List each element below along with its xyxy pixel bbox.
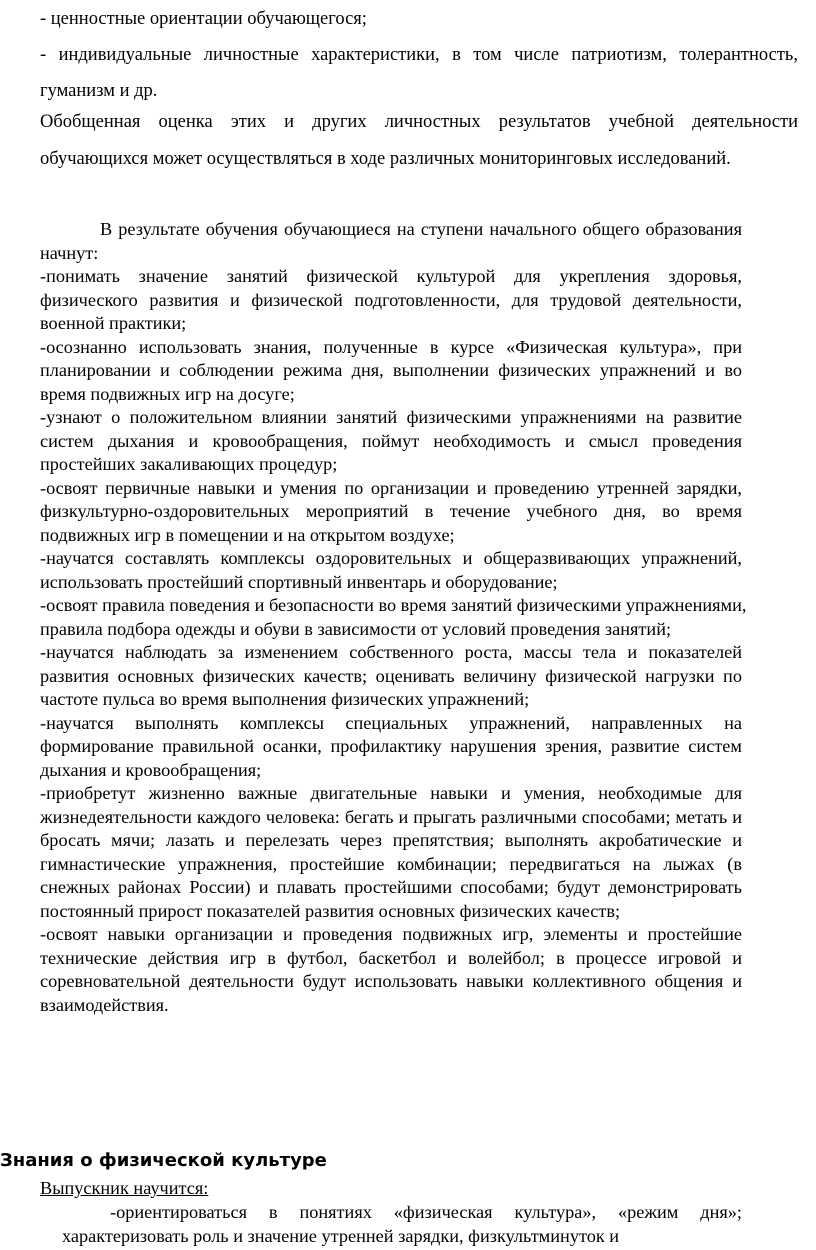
- result-item: -освоят первичные навыки и умения по организации и проведению утренней зарядки, физкультурно-оздоровительных мероприятий в течение учебного дня, во время подвижных игр в помещении и на открытом воздухе;: [40, 477, 742, 545]
- result-item: -освоят правила поведения и безопасности во время занятий физическими упражнениями,: [40, 595, 747, 615]
- result-item: -узнают о положительном влиянии занятий физическими упражнениями на развитие систем дыхания и кровообращения, поймут необходимость и смысл проведения простейших закаливающих процедур;: [40, 407, 742, 474]
- intro-line-3: Обобщенная оценка этих и других личностных результатов учебной деятельности обучающихся может осуществляться в ходе различных мониторинговых исследований.: [40, 112, 798, 169]
- section-subtitle: Выпускник научится:: [40, 1178, 209, 1198]
- result-item: правила подбора одежды и обуви в зависимости от условий проведения занятий;: [40, 618, 672, 639]
- result-item: -освоят навыки организации и проведения подвижных игр, элементы и простейшие технические действия игр в футбол, баскетбол и волейбол; в процессе игровой и соревновательной деятельности будут использовать навыки коллективного общения и взаимодействия.: [40, 924, 742, 1015]
- result-item: -научатся выполнять комплексы специальных упражнений, направленных на формирование правильной осанки, профилактику нарушения зрения, развитие систем дыхания и кровообращения;: [40, 712, 742, 780]
- intro-line-2: - индивидуальные личностные характеристики, в том числе патриотизм, толерантность, гуманизм и др.: [40, 45, 798, 101]
- result-item: -понимать значение занятий физической культурой для укрепления здоровья, физического развития и физической подготовленности, для трудовой деятельности, военной практики;: [40, 266, 742, 333]
- result-item: -научатся составлять комплексы оздоровительных и общеразвивающих упражнений, использовать простейший спортивный инвентарь и оборудование;: [40, 548, 742, 592]
- result-item: -приобретут жизненно важные двигательные навыки и умения, необходимые для жизнедеятельности каждого человека: бегать и прыгать различными способами; метать и бросать мячи; лазать и перелезать через препятствия; выполнять акробатические и гимнастические упражнения, простейшие комбинации; передвигаться на лыжах (в снежных районах России) и плавать простейшими способами; будут демонстрировать постоянный прирост показателей развития основных физических качеств;: [40, 783, 742, 921]
- results-lead: В результате обучения обучающиеся на ступени начального общего образования начнут:: [40, 219, 742, 263]
- result-item: -научатся наблюдать за изменением собственного роста, массы тела и показателей развития основных физических качеств; оценивать величину физической нагрузки по частоте пульса во время выполнения физических упражнений;: [40, 642, 742, 709]
- section-text: -ориентироваться в понятиях «физическая культура», «режим дня»; характеризовать роль и значение утренней зарядки, физкультминуток и: [62, 1202, 742, 1246]
- intro-line-1: - ценностные ориентации обучающегося;: [40, 9, 367, 29]
- section-title: Знания о физической культуре: [0, 1150, 327, 1171]
- result-item: -осознанно использовать знания, полученные в курсе «Физическая культура», при планировании и соблюдении режима дня, выполнении физических упражнений и во время подвижных игр на досуге;: [40, 336, 742, 404]
- results-section: [40, 218, 747, 1017]
